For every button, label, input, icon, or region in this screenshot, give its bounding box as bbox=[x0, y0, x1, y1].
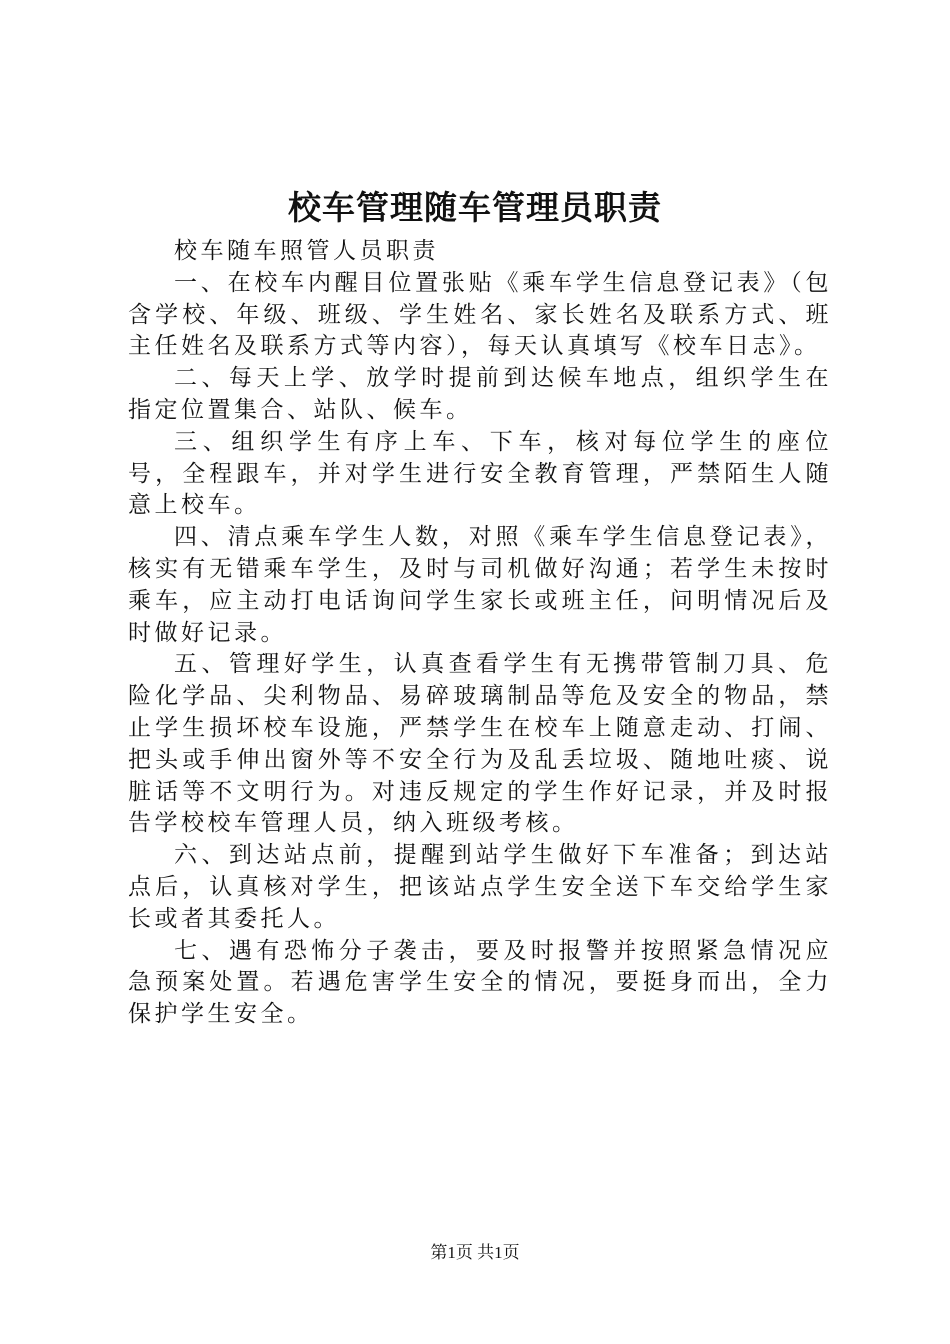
paragraph-duty-1: 一、在校车内醒目位置张贴《乘车学生信息登记表》（包含学校、年级、班级、学生姓名、家长姓名及联系方式、班主任姓名及联系方式等内容），每天认真填写《校车日志》。 bbox=[128, 269, 832, 360]
paragraph-duty-7: 七、遇有恐怖分子袭击，要及时报警并按照紧急情况应急预案处置。若遇危害学生安全的情况，要挺身而出，全力保护学生安全。 bbox=[128, 937, 832, 1028]
paragraph-duty-6: 六、到达站点前，提醒到站学生做好下车准备；到达站点后，认真核对学生，把该站点学生安全送下车交给学生家长或者其委托人。 bbox=[128, 842, 832, 932]
page-number-footer: 第1页 共1页 bbox=[430, 1243, 520, 1262]
paragraph-subtitle: 校车随车照管人员职责 bbox=[174, 238, 439, 264]
paragraph-duty-3: 三、组织学生有序上车、下车，核对每位学生的座位号，全程跟车，并对学生进行安全教育管理，严禁陌生人随意上校车。 bbox=[128, 428, 832, 519]
paragraph-duty-5: 五、管理好学生，认真查看学生有无携带管制刀具、危险化学品、尖利物品、易碎玻璃制品等危及安全的物品，禁止学生损坏校车设施，严禁学生在校车上随意走动、打闹、把头或手伸出窗外等不安全行为及乱丢垃圾、随地吐痰、说脏话等不文明行为。对违反规定的学生作好记录，并及时报告学校校车管理人员，纳入班级考核。 bbox=[128, 651, 832, 837]
document-body bbox=[128, 236, 832, 1031]
paragraph-duty-2: 二、每天上学、放学时提前到达候车地点，组织学生在指定位置集合、站队、候车。 bbox=[128, 365, 832, 423]
document-title: 校车管理随车管理员职责 bbox=[288, 188, 662, 227]
paragraph-duty-4: 四、清点乘车学生人数，对照《乘车学生信息登记表》，核实有无错乘车学生，及时与司机做好沟通；若学生未按时乘车，应主动打电话询问学生家长或班主任，问明情况后及时做好记录。 bbox=[128, 524, 832, 646]
